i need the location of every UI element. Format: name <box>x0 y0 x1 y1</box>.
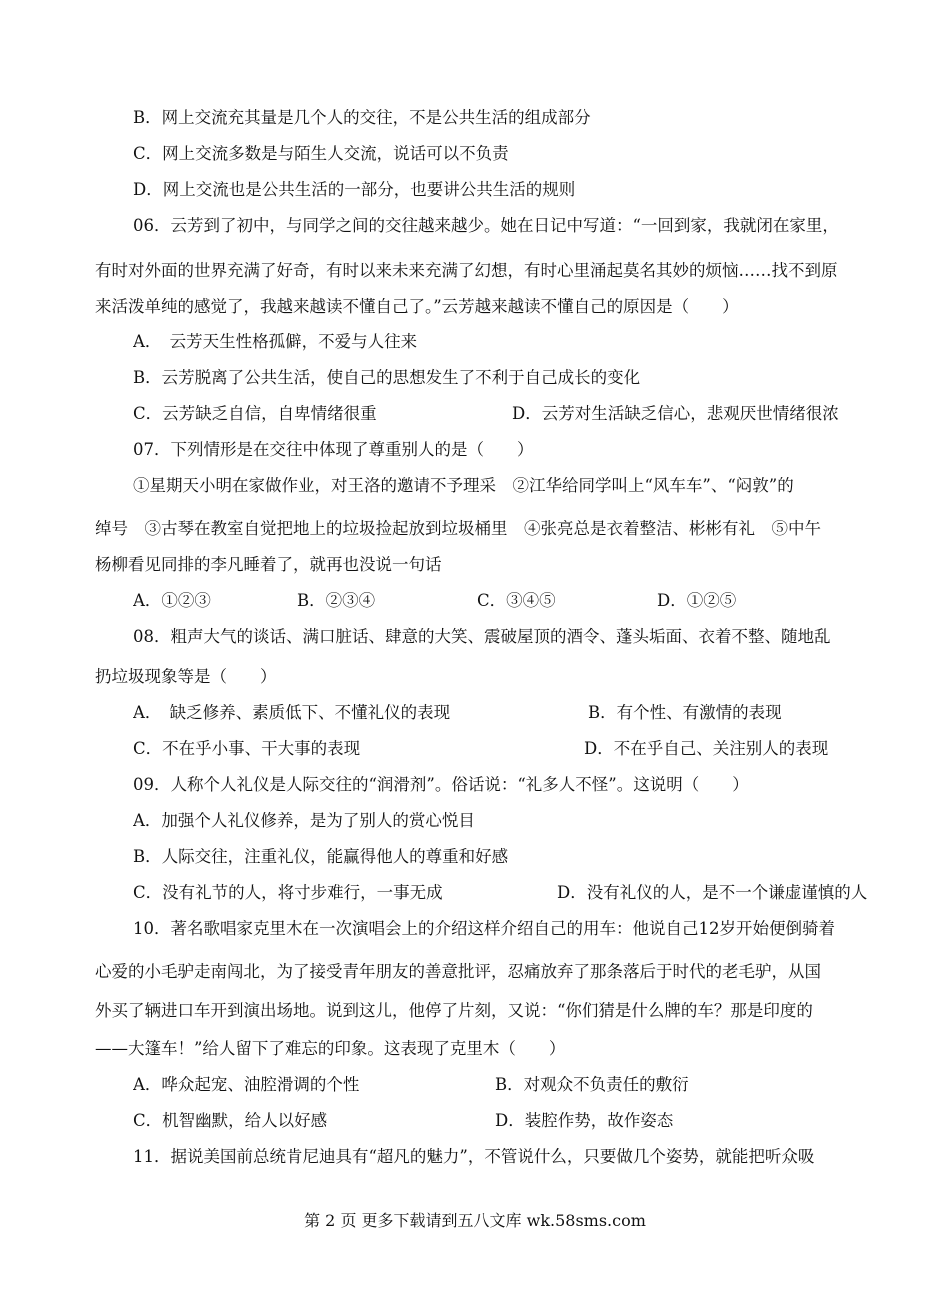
line-text: D．没有礼仪的人，是不一个谦虚谨慎的人 <box>557 883 868 902</box>
question-07-items-cont <box>95 514 875 544</box>
option-c-q05 <box>133 139 913 169</box>
option-a-q09 <box>133 806 913 836</box>
line-text: B．有个性、有激情的表现 <box>588 703 782 722</box>
line-text: C．没有礼节的人，将寸步难行，一事无成 <box>133 883 443 902</box>
line-text: 10．著名歌唱家克里木在一次演唱会上的介绍这样介绍自己的用车：他说自己12岁开始便倒骑着 <box>133 919 835 938</box>
line-text: A．加强个人礼仪修养，是为了别人的赏心悦目 <box>133 811 475 830</box>
line-text: 来活泼单纯的感觉了，我越来越读不懂自己了。”云芳越来越读不懂自己的原因是（ ） <box>95 297 739 316</box>
line-text: 有时对外面的世界充满了好奇，有时以来未来充满了幻想，有时心里涌起莫名其妙的烦恼……找不到原 <box>95 261 838 280</box>
question-11-stem <box>133 1142 913 1172</box>
line-text: 09．人称个人礼仪是人际交往的“润滑剂”。俗话说：“礼多人不怪”。这说明（ ） <box>133 775 749 794</box>
line-text: D．网上交流也是公共生活的一部分，也要讲公共生活的规则 <box>133 180 576 199</box>
question-08-stem <box>133 622 913 652</box>
question-08-stem-cont <box>95 662 875 692</box>
line-text: C．不在乎小事、干大事的表现 <box>133 739 361 758</box>
question-07-stem <box>133 435 913 465</box>
question-06-stem <box>133 211 913 241</box>
line-text: ——大篷车！”给人留下了难忘的印象。这表现了克里木（ ） <box>95 1039 566 1058</box>
line-text: C．机智幽默，给人以好感 <box>133 1111 328 1130</box>
option-b-q06 <box>133 363 913 393</box>
options-q07 <box>133 586 913 616</box>
line-text: 杨柳看见同排的李凡睡着了，就再也没说一句话 <box>95 555 442 574</box>
line-text: B．人际交往，注重礼仪，能赢得他人的尊重和好感 <box>133 847 509 866</box>
line-text: D．①②⑤ <box>657 591 737 610</box>
line-text: 08．粗声大气的谈话、满口脏话、肆意的大笑、震破屋顶的酒令、蓬头垢面、衣着不整、随地乱 <box>133 627 831 646</box>
options-cd-q08 <box>133 734 913 764</box>
question-07-items <box>133 471 913 501</box>
question-07-items-cont <box>95 550 875 580</box>
line-text: B．云芳脱离了公共生活，使自己的思想发生了不利于自己成长的变化 <box>133 368 641 387</box>
line-text: A． 缺乏修养、素质低下、不懂礼仪的表现 <box>133 703 451 722</box>
question-10-stem-cont <box>95 996 875 1026</box>
question-09-stem <box>133 770 913 800</box>
line-text: C．云芳缺乏自信，自卑情绪很重 <box>133 404 377 423</box>
line-text: 07．下列情形是在交往中体现了尊重别人的是（ ） <box>133 440 534 459</box>
line-text: 外买了辆进口车开到演出场地。说到这儿，他停了片刻，又说：“你们猜是什么牌的车？那是印度的 <box>95 1001 813 1020</box>
page-footer: 第 2 页 更多下载请到五八文库 wk.58sms.com <box>304 1211 646 1230</box>
options-ab-q08 <box>133 698 913 728</box>
options-cd-q09 <box>133 878 913 908</box>
line-text: B．网上交流充其量是几个人的交往，不是公共生活的组成部分 <box>133 108 591 127</box>
question-06-stem-cont <box>95 256 875 286</box>
option-b-q09 <box>133 842 913 872</box>
line-text: 心爱的小毛驴走南闯北，为了接受青年朋友的善意批评，忍痛放弃了那条落后于时代的老毛驴，从国 <box>95 962 821 981</box>
line-text: D．云芳对生活缺乏信心，悲观厌世情绪很浓 <box>512 404 839 423</box>
option-b-q05 <box>133 103 913 133</box>
options-cd-q10 <box>133 1106 913 1136</box>
line-text: ①星期天小明在家做作业，对王洛的邀请不予理采 ②江华给同学叫上“风车车”、“闷敦”的 <box>133 476 794 495</box>
line-text: A．①②③ <box>133 591 211 610</box>
options-ab-q10 <box>133 1070 913 1100</box>
option-d-q05 <box>133 175 913 205</box>
line-text: D．装腔作势，故作姿态 <box>495 1111 674 1130</box>
line-text: 扔垃圾现象等是（ ） <box>95 667 277 686</box>
line-text: D．不在乎自己、关注别人的表现 <box>584 739 829 758</box>
line-text: B．对观众不负责任的敷衍 <box>495 1075 689 1094</box>
line-text: B．②③④ <box>297 591 376 610</box>
line-text: 11．据说美国前总统肯尼迪具有“超凡的魅力”，不管说什么，只要做几个姿势，就能把听众吸 <box>133 1147 815 1166</box>
line-text: 绰号 ③古琴在教室自觉把地上的垃圾捡起放到垃圾桶里 ④张亮总是衣着整洁、彬彬有礼 ⑤中午 <box>95 519 821 538</box>
question-06-stem-cont <box>95 292 875 322</box>
line-text: 06．云芳到了初中，与同学之间的交往越来越少。她在日记中写道：“一回到家，我就闭在家里， <box>133 216 839 235</box>
option-a-q06 <box>133 327 913 357</box>
line-text: C．③④⑤ <box>477 591 556 610</box>
question-10-stem-cont <box>95 1034 875 1064</box>
line-text: A． 云芳天生性格孤僻，不爱与人往来 <box>133 332 418 351</box>
line-text: C．网上交流多数是与陌生人交流，说话可以不负责 <box>133 144 509 163</box>
question-10-stem-cont <box>95 957 875 987</box>
line-text: A．哗众起宠、油腔滑调的个性 <box>133 1075 360 1094</box>
option-cd-q06 <box>133 399 913 429</box>
question-10-stem <box>133 914 913 944</box>
